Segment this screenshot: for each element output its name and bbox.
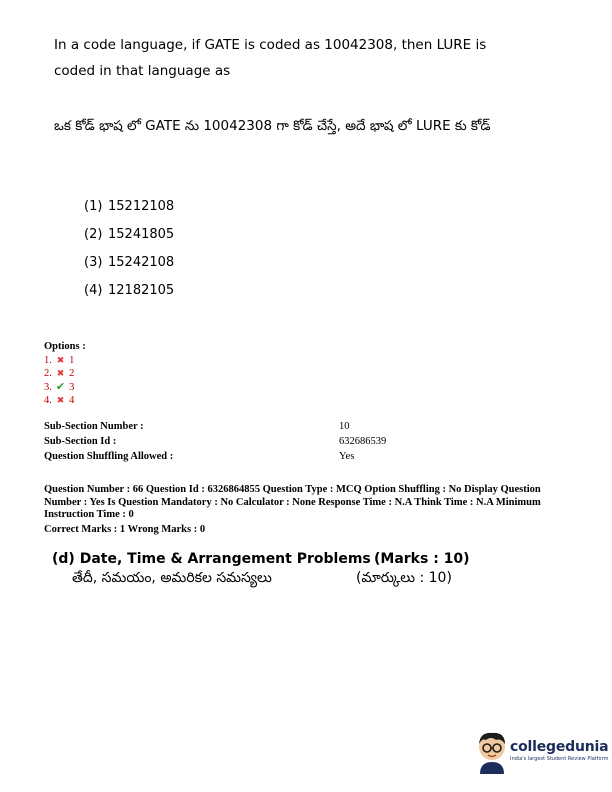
choice-number: (4) <box>84 283 103 298</box>
option-index: 1. <box>44 354 52 366</box>
logo-tagline: India's largest Student Review Platform <box>510 756 609 762</box>
cross-icon: ✖ <box>56 354 65 365</box>
choice-text: 15241805 <box>108 227 175 242</box>
choice-3 <box>84 255 174 270</box>
option-row-3 <box>44 381 86 395</box>
subsection-number-label: Sub-Section Number : <box>44 421 144 432</box>
shuffle-value: Yes <box>339 451 355 462</box>
options-block <box>44 340 86 408</box>
option-value: 1 <box>69 354 75 366</box>
section-marks-telugu: (మార్కులు : 10) <box>356 570 452 586</box>
question-text-english: In a code language, if GATE is coded as 10042308, then LURE is coded in that language as <box>54 37 487 79</box>
section-title-telugu: తేదీ, సమయం, అమరికల సమస్యలు <box>72 570 272 586</box>
cross-icon: ✖ <box>56 368 65 378</box>
choice-text: 12182105 <box>108 283 175 298</box>
option-index: 3. <box>44 381 52 393</box>
option-value: 2 <box>69 368 75 379</box>
question-text-telugu: ఒక కోడ్ భాష లో GATE ను 10042308 గా కోడ్ చేస్తే, అదే భాష లో LURE కు కోడ్ <box>54 118 491 134</box>
check-icon: ✔ <box>55 380 66 393</box>
choice-text: 15212108 <box>108 199 175 214</box>
mascot-logo-icon <box>474 730 510 776</box>
question-info: Question Number : 66 Question Id : 6326864855 Question Type : MCQ Option Shuffling : No Display Question Number : Yes Is Question Mandatory : No Calculator : None Response Time : N.A Think Time : N.A Minimum Instruction Time : 0 <box>44 484 541 520</box>
options-title: Options : <box>44 341 86 352</box>
option-row-2 <box>44 367 86 381</box>
section-marks: (Marks : 10) <box>374 551 470 567</box>
shuffle-label: Question Shuffling Allowed : <box>44 451 174 462</box>
option-value: 4 <box>69 395 75 406</box>
subsection-id-value: 632686539 <box>339 436 387 447</box>
subsection-id-label: Sub-Section Id : <box>44 436 117 447</box>
option-index: 2. <box>44 368 52 379</box>
choice-2 <box>84 227 174 242</box>
choice-text: 15242108 <box>108 255 175 270</box>
option-value: 3 <box>69 381 75 393</box>
choice-number: (2) <box>84 227 103 242</box>
choice-4 <box>84 283 174 298</box>
marks-line: Correct Marks : 1 Wrong Marks : 0 <box>44 524 206 535</box>
choice-1 <box>84 199 174 214</box>
option-index: 4. <box>44 395 52 406</box>
cross-icon: ✖ <box>56 395 65 405</box>
option-row-4 <box>44 394 86 408</box>
option-row-1 <box>44 354 86 368</box>
section-title: (d) Date, Time & Arrangement Problems <box>52 551 371 567</box>
choice-number: (3) <box>84 255 103 270</box>
logo-name: collegedunia <box>510 739 609 755</box>
subsection-number-value: 10 <box>339 421 350 432</box>
choice-number: (1) <box>84 199 103 214</box>
